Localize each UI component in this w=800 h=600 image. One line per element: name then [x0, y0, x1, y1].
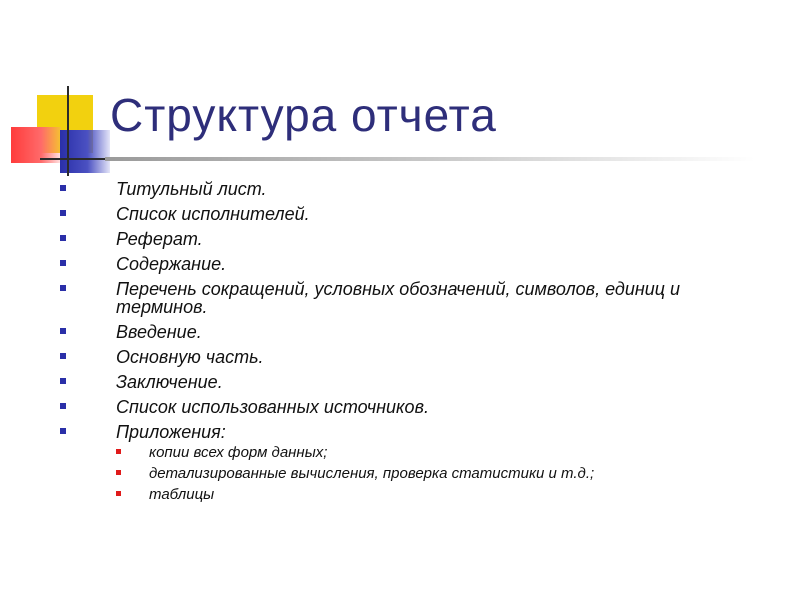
slide-content	[60, 180, 760, 510]
list-item-text: Содержание.	[116, 254, 227, 274]
list-item	[60, 180, 760, 198]
sub-list-item	[116, 466, 760, 482]
list-item	[60, 205, 760, 223]
sub-list-item-text: копии всех форм данных;	[149, 444, 328, 461]
list-item-appendices	[60, 423, 760, 503]
list-item-text: Список исполнителей.	[116, 204, 310, 224]
square-bullet-icon	[60, 235, 66, 241]
square-bullet-icon	[60, 353, 66, 359]
list-item-text: Основную часть.	[116, 347, 264, 367]
square-bullet-icon	[60, 378, 66, 384]
list-item-text: Введение.	[116, 322, 202, 342]
sub-list-item	[116, 445, 760, 461]
sub-list-item-text: детализированные вычисления, проверка статистики и т.д.;	[149, 465, 595, 482]
decor-vertical-line	[67, 86, 69, 176]
sub-list-item-text: таблицы	[149, 486, 215, 503]
sub-list-item	[116, 487, 760, 503]
red-square-bullet-icon	[116, 470, 121, 475]
square-bullet-icon	[60, 285, 66, 291]
square-bullet-icon	[60, 185, 66, 191]
bullet-list	[60, 180, 760, 503]
list-item-text: Заключение.	[116, 372, 223, 392]
list-item-text: Реферат.	[116, 229, 203, 249]
square-bullet-icon	[60, 260, 66, 266]
list-item	[60, 398, 760, 416]
list-item-text: Титульный лист.	[116, 179, 267, 199]
square-bullet-icon	[60, 403, 66, 409]
list-item	[60, 280, 760, 316]
list-item	[60, 348, 760, 366]
list-item-text: Список использованных источников.	[116, 397, 429, 417]
list-item	[60, 230, 760, 248]
list-item-text: Приложения:	[116, 422, 226, 442]
square-bullet-icon	[60, 328, 66, 334]
sub-bullet-list	[116, 445, 760, 503]
square-bullet-icon	[60, 210, 66, 216]
square-bullet-icon	[60, 428, 66, 434]
red-square-bullet-icon	[116, 449, 121, 454]
red-square-bullet-icon	[116, 491, 121, 496]
list-item-text: Перечень сокращений, условных обозначений, символов, единиц и терминов.	[116, 279, 681, 317]
title-underline	[105, 157, 755, 161]
list-item	[60, 255, 760, 273]
list-item	[60, 323, 760, 341]
slide-title: Структура отчета	[110, 89, 497, 141]
list-item	[60, 373, 760, 391]
